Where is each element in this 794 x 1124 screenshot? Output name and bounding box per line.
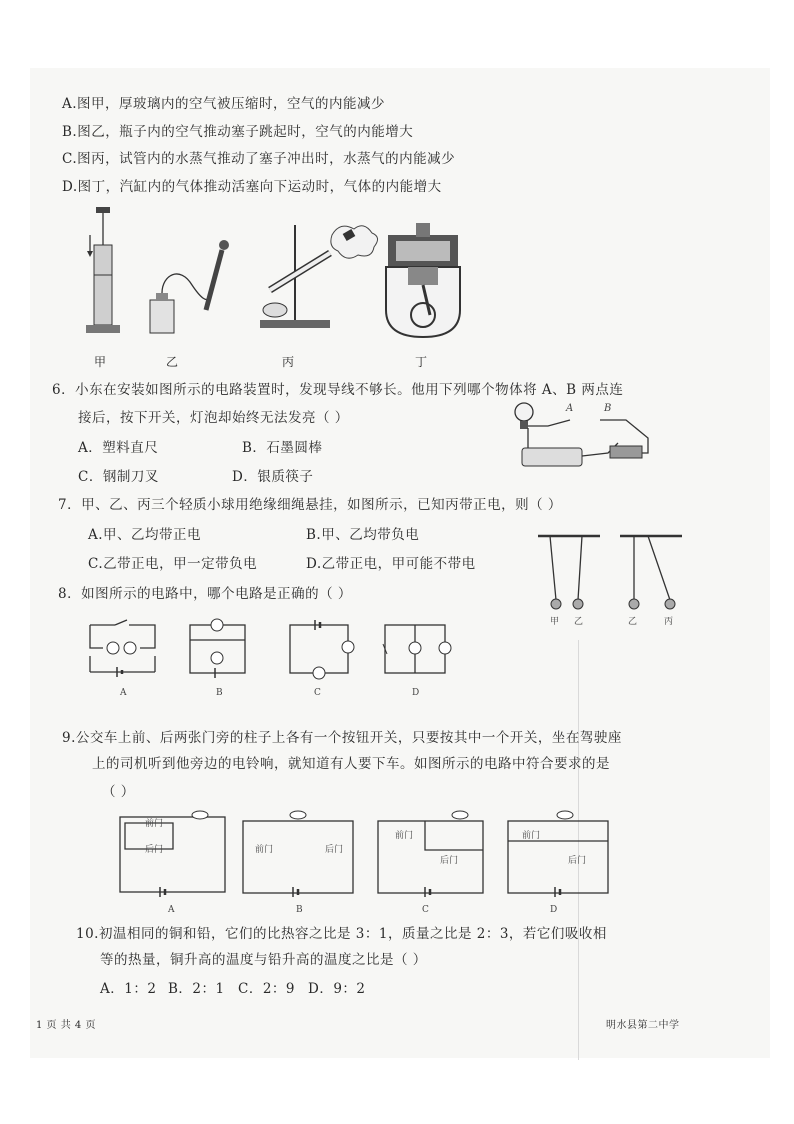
q6-stem-line2: 接后，按下开关，灯泡却始终无法发亮（ ） [78, 410, 349, 426]
q6-circuit-figure [508, 398, 658, 473]
q5-label-jia: 甲 [94, 355, 107, 369]
q5-option-a: A.图甲，厚玻璃内的空气被压缩时，空气的内能减少 [62, 96, 386, 112]
q8-circuit-b [190, 619, 245, 678]
q10-option-d: D．9：2 [308, 981, 366, 997]
q8-stem: 8．如图所示的电路中，哪个电路是正确的（ ） [58, 586, 352, 602]
page-number: 1 页 共 4 页 [36, 1020, 96, 1031]
q9-c-front-door: 前门 [395, 831, 414, 841]
q5-option-c: C.图丙，试管内的水蒸气推动了塞子冲出时，水蒸气的内能减少 [62, 151, 456, 167]
q6-point-b-label: B [604, 403, 612, 414]
q5-label-yi: 乙 [166, 355, 179, 369]
q10-option-b: B．2：1 [168, 981, 225, 997]
q5-option-b: B.图乙，瓶子内的空气推动塞子跳起时，空气的内能增大 [62, 124, 414, 140]
figure-bing-test-tube [260, 225, 378, 328]
q9-circuit-a [120, 811, 225, 897]
q7-balls-figure [538, 530, 688, 620]
q8-label-a: A [120, 688, 127, 698]
q9-label-b: B [296, 905, 303, 915]
q9-b-back-door: 后门 [325, 845, 344, 855]
q8-circuit-a [90, 620, 155, 677]
school-name: 明水县第二中学 [606, 1020, 680, 1031]
figure-yi-bottle-pump [150, 240, 229, 333]
q5-option-d: D.图丁，汽缸内的气体推动活塞向下运动时，气体的内能增大 [62, 179, 442, 195]
q8-label-c: C [314, 688, 321, 698]
q7-ball-label-yi-2: 乙 [628, 617, 638, 627]
q6-option-a: A．塑料直尺 [78, 440, 159, 456]
q9-d-back-door: 后门 [568, 856, 587, 866]
q6-stem-line1: 6．小东在安装如图所示的电路装置时，发现导线不够长。他用下列哪个物体将 A、B 两点连 [52, 382, 624, 398]
q6-option-c: C．钢制刀叉 [78, 469, 159, 485]
q5-label-ding: 丁 [415, 355, 428, 369]
q9-circuits [115, 805, 615, 895]
q9-c-back-door: 后门 [440, 856, 459, 866]
q9-label-a: A [168, 905, 175, 915]
q10-option-a: A．1：2 [100, 981, 157, 997]
q9-label-d: D [550, 905, 558, 915]
q9-d-front-door: 前门 [522, 831, 541, 841]
q9-a-front-door: 前门 [145, 819, 164, 829]
q10-option-c: C．2：9 [238, 981, 296, 997]
q7-ball-label-bing: 丙 [664, 617, 674, 627]
q9-stem-line3: （ ） [102, 784, 135, 800]
q7-option-a: A.甲、乙均带正电 [88, 527, 202, 543]
q9-stem-line2: 上的司机听到他旁边的电铃响，就知道有人要下车。如图所示的电路中符合要求的是 [92, 756, 610, 772]
q9-a-back-door: 后门 [145, 845, 164, 855]
q6-option-d: D．银质筷子 [232, 469, 314, 485]
q7-stem: 7．甲、乙、丙三个轻质小球用绝缘细绳悬挂，如图所示，已知丙带正电，则（ ） [58, 497, 562, 513]
q6-point-a-label: A [566, 403, 574, 414]
q7-ball-label-yi-1: 乙 [574, 617, 584, 627]
q9-label-c: C [422, 905, 429, 915]
figure-jia-compression-cylinder [86, 207, 120, 333]
q10-stem-line2: 等的热量，铜升高的温度与铅升高的温度之比是（ ） [100, 952, 427, 968]
q9-b-front-door: 前门 [255, 845, 274, 855]
q7-option-d: D.乙带正电，甲可能不带电 [306, 556, 476, 572]
q5-label-bing: 丙 [282, 355, 295, 369]
q9-circuit-d [508, 811, 608, 897]
q8-circuit-c [290, 620, 354, 679]
q7-option-c: C.乙带正电，甲一定带负电 [88, 556, 258, 572]
q7-option-b: B.甲、乙均带负电 [306, 527, 420, 543]
q7-ball-label-jia: 甲 [550, 617, 560, 627]
q8-label-d: D [412, 688, 420, 698]
q8-circuits [85, 620, 455, 685]
q6-option-b: B．石墨圆棒 [242, 440, 323, 456]
figure-ding-engine [386, 223, 460, 337]
q8-label-b: B [216, 688, 223, 698]
q5-figures [80, 205, 480, 350]
q8-circuit-d [383, 625, 451, 673]
q9-stem-line1: 9.公交车上前、后两张门旁的柱子上各有一个按钮开关，只要按其中一个开关，坐在驾驶座 [62, 730, 622, 746]
q10-stem-line1: 10.初温相同的铜和铅，它们的比热容之比是 3：1，质量之比是 2：3，若它们吸收相 [76, 926, 607, 942]
q9-circuit-c [378, 811, 483, 897]
